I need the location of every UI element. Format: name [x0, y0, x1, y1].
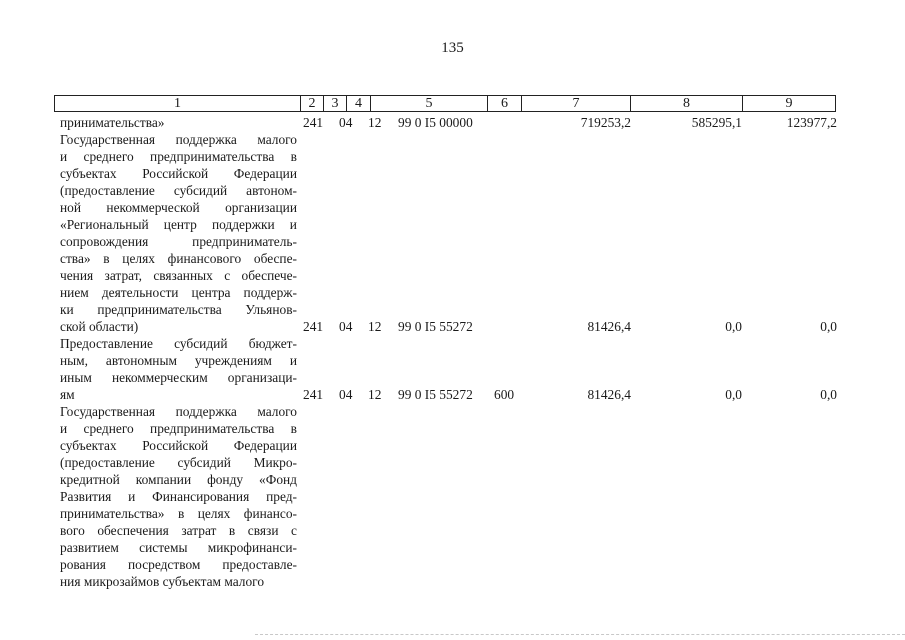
cell-c5: 99 0 I5 55272 — [398, 387, 473, 402]
description-line: нием деятельности центра поддерж- — [60, 285, 297, 300]
column-header-5: 5 — [370, 96, 487, 111]
description-line: ной некоммерческой организации — [60, 200, 297, 215]
description-line: Предоставление субсидий бюджет- — [60, 336, 297, 351]
description-line: «Региональный центр поддержки и — [60, 217, 297, 232]
column-header-9: 9 — [742, 96, 835, 111]
cell-c2: 241 — [303, 387, 324, 402]
cell-c3: 04 — [339, 115, 353, 130]
cell-c6: 600 — [494, 387, 515, 402]
cell-c4: 12 — [368, 115, 382, 130]
description-line: кредитной компании фонду «Фонд — [60, 472, 297, 487]
cell-c9: 0,0 — [820, 387, 837, 402]
description-line: ства» в целях финансового обеспе- — [60, 251, 297, 266]
description-line: ской области) — [60, 319, 139, 334]
cell-c5: 99 0 I5 00000 — [398, 115, 473, 130]
column-header-7: 7 — [521, 96, 630, 111]
cell-c4: 12 — [368, 319, 382, 334]
cell-c5: 99 0 I5 55272 — [398, 319, 473, 334]
column-header-row — [54, 95, 836, 112]
description-line: ки предпринимательства Ульянов- — [60, 302, 297, 317]
cell-c9: 123977,2 — [786, 115, 837, 130]
description-line: Развития и Финансирования пред- — [60, 489, 297, 504]
page-number: 135 — [441, 40, 464, 56]
column-header-6: 6 — [487, 96, 521, 111]
page-bottom-edge — [255, 634, 905, 635]
description-line: ям — [60, 387, 75, 402]
description-line: (предоставление субсидий автоном- — [60, 183, 297, 198]
cell-c7: 719253,2 — [580, 115, 631, 130]
description-line: сопровождения предприниматель- — [60, 234, 297, 249]
description-line: и среднего предпринимательства в — [60, 421, 297, 436]
column-header-1: 1 — [174, 96, 181, 111]
cell-c4: 12 — [368, 387, 382, 402]
cell-c7: 81426,4 — [587, 319, 631, 334]
description-line: принимательства» — [60, 115, 165, 130]
description-line: (предоставление субсидий Микро- — [60, 455, 297, 470]
description-line: Государственная поддержка малого — [60, 132, 297, 147]
description-line: Государственная поддержка малого — [60, 404, 297, 419]
description-line: и среднего предпринимательства в — [60, 149, 297, 164]
description-line: иным некоммерческим организаци- — [60, 370, 297, 385]
cell-c8: 585295,1 — [691, 115, 742, 130]
cell-c2: 241 — [303, 115, 324, 130]
description-line: принимательства» в целях финансо- — [60, 506, 297, 521]
cell-c8: 0,0 — [725, 319, 742, 334]
description-line: субъектах Российской Федерации — [60, 438, 297, 453]
cell-c7: 81426,4 — [587, 387, 631, 402]
cell-c3: 04 — [339, 319, 353, 334]
cell-c9: 0,0 — [820, 319, 837, 334]
description-line: субъектах Российской Федерации — [60, 166, 297, 181]
description-line: рования посредством предоставле- — [60, 557, 297, 572]
column-header-3: 3 — [323, 96, 346, 111]
description-line: вого обеспечения затрат в связи с — [60, 523, 297, 538]
description-line: чения затрат, связанных с обеспече- — [60, 268, 297, 283]
column-header-4: 4 — [346, 96, 370, 111]
column-header-8: 8 — [630, 96, 742, 111]
description-line: развитием системы микрофинанси- — [60, 540, 297, 555]
description-line: ным, автономным учреждениям и — [60, 353, 297, 368]
cell-c8: 0,0 — [725, 387, 742, 402]
cell-c3: 04 — [339, 387, 353, 402]
column-header-2: 2 — [300, 96, 323, 111]
cell-c2: 241 — [303, 319, 324, 334]
description-line: ния микрозаймов субъектам малого — [60, 574, 265, 589]
